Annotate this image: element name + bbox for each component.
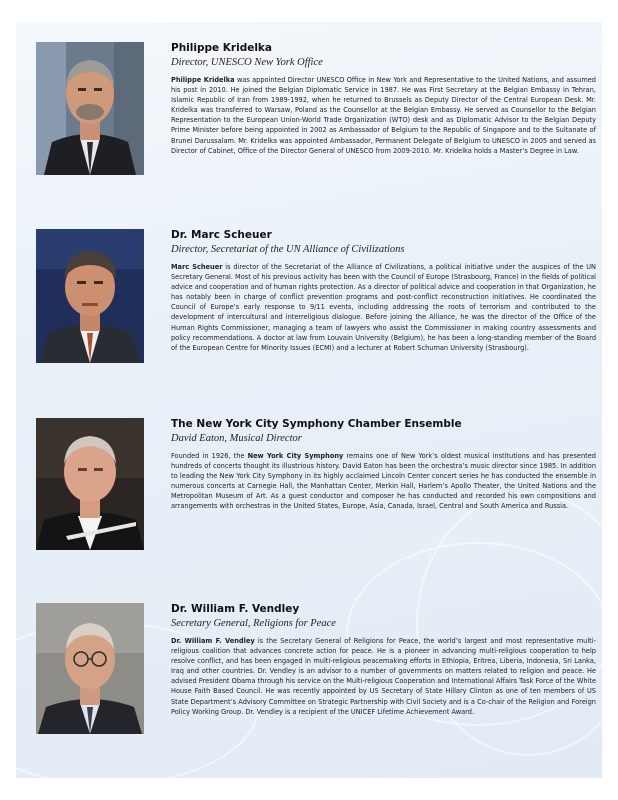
profile-bio bbox=[171, 451, 596, 512]
profile-name: Dr. Marc Scheuer bbox=[171, 229, 272, 241]
bio-prefix: Founded in 1926, the bbox=[171, 452, 248, 460]
bio-name: Dr. William F. Vendley bbox=[171, 637, 255, 645]
profile-name: Philippe Kridelka bbox=[171, 42, 272, 54]
bio-name: Marc Scheuer bbox=[171, 263, 223, 271]
profile-title: Director, Secretariat of the UN Alliance of Civilizations bbox=[171, 244, 405, 255]
profile-name: Dr. William F. Vendley bbox=[171, 603, 300, 615]
portrait-photo bbox=[36, 603, 144, 734]
bio-name: Philippe Kridelka bbox=[171, 76, 235, 84]
profile-name: The New York City Symphony Chamber Ensemble bbox=[171, 418, 462, 430]
profile-title: Secretary General, Religions for Peace bbox=[171, 618, 336, 629]
bio-text: is the Secretary General of Religions for Peace, the world’s largest and most representative multi-religious coalition that advances concrete action for peace. He is a pioneer in advancing multi-religious cooperation to help resolve conflict, and has been engaged in multi-religious peacemaking efforts in Ethiopia, Eritrea, Liberia, Indonesia, Sri Lanka, Iraq and other countries. Dr. Vendley is an advisor to a number of governments on matters related to religion and peace. He advised President Obama through his service on the Multi-religious Cooperation and International Affairs Task Force of the White House Faith Based Council. He was recently appointed by US Secretary of State Hillary Clinton as one of ten members of US State Department’s Advisory Committee on Strategic Partnership with Civil Society and is a Co-chair of the Religion and Foreign Policy Working Group. Dr. Vendley is a recipient of the UNICEF Lifetime Achievement Award. bbox=[171, 637, 596, 716]
profile-title: Director, UNESCO New York Office bbox=[171, 57, 323, 68]
bio-text: was appointed Director UNESCO Office in New York and Representative to the United Nations, and assumed his post in 2010. He joined the Belgian Diplomatic Service in 1987. He was First Secretary at the Belgian Embassy in Tehran, Islamic Republic of Iran from 1989-1992, when he returned to Brussels as Deputy Director of the Central European Desk. Mr. Kridelka was transferred to Warsaw, Poland as the Counsellor at the Belgian Embassy. He served as Counsellor to the Belgian Representation to the European Union-World Trade Organization (WTO) desk and as Diplomatic Advisor to the Belgian Deputy Prime Minister before being appointed in 2002 as Ambassador of Belgium to the Republic of Singapore and to the Sultanate of Brunei Darussalam. Mr. Kridelka was appointed Ambassador, Permanent Delegate of Belgium to UNESCO in 2005 and served as Director of Cabinet, Office of the Director General of UNESCO from 2009-2010. Mr. Kridelka holds a Master’s Degree in Law. bbox=[171, 76, 596, 155]
bio-text: remains one of New York’s oldest musical institutions and has presented hundreds of concerts thought its illustrious history. David Eaton has been the orchestra’s music director since 1985. In addition to leading the New York City Symphony in its highly acclaimed Lincoln Center concert series he has conducted the ensemble in numerous concerts at Carnegie Hall, the Manhattan Center, Merkin Hall, Harlem’s Apollo Theater, the United Nations and the Metropolitan Museum of Art. As a guest conductor and composer he has conducted and recorded his own compositions and arrangements with orchestras in the United States, Europe, Asia, Canada, Israel, Central and South America and Russia. bbox=[171, 452, 596, 511]
portrait-photo bbox=[36, 229, 144, 363]
bio-text: is director of the Secretariat of the Alliance of Civilizations, a political initiative under the auspices of the UN Secretary General. Most of his previous activity has been with the Council of Europe (Strasbourg, France) in the fields of political advice and cooperation and of human rights protection. As a director of political advice and cooperation in that Organization, he has notably been in charge of conflict prevention programs and post-conflict reconstruction initiatives. He coordinated the Council of Europe’s early response to 9/11 events, including addressing the roots of terrorism and contributed to the development of intercultural and interreligious dialogue. Before joining the Alliance, he was the director of the Office of the Human Rights Commissioner, managing a team of lawyers who assist the Commissioner in making country assessments and policy recommendations. A doctor at law from Louvain University (Belgium), he has been a long-standing member of the Board of the European Centre for Minority Issues (ECMI) and a lecturer at Robert Schuman University (Strasbourg). bbox=[171, 263, 596, 352]
profile-bio bbox=[171, 75, 596, 156]
profile-bio bbox=[171, 262, 596, 353]
portrait-photo bbox=[36, 42, 144, 175]
profile-bio bbox=[171, 636, 596, 717]
bio-name: New York City Symphony bbox=[247, 452, 344, 460]
profile-title: David Eaton, Musical Director bbox=[171, 433, 302, 444]
portrait-photo bbox=[36, 418, 144, 550]
